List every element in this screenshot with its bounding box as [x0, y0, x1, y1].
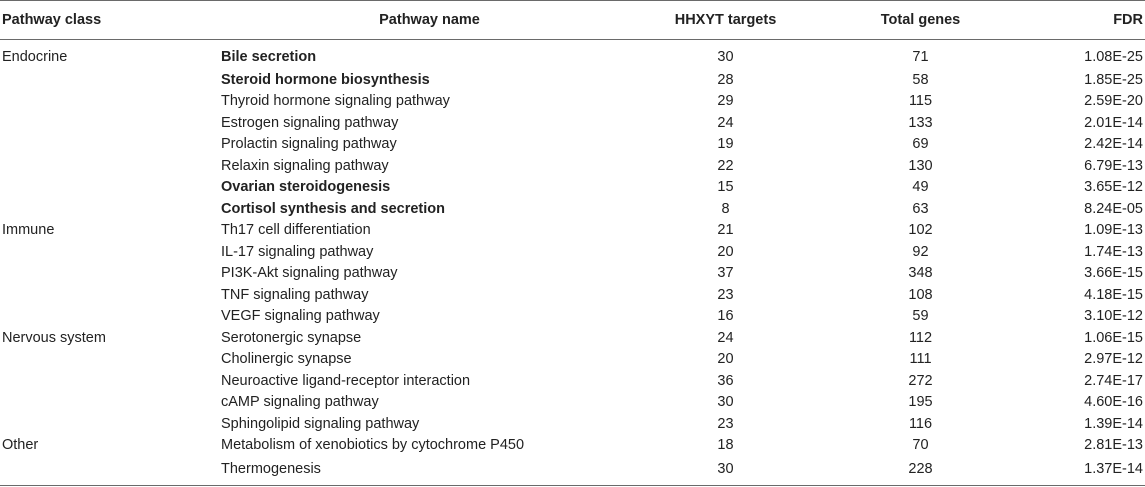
total-genes-cell: 49 — [912, 179, 929, 196]
total-genes-cell: 63 — [912, 200, 929, 217]
pathway-class-cell — [0, 306, 193, 328]
table-row — [0, 263, 1145, 285]
total-genes-cell: 195 — [908, 394, 933, 411]
fdr-cell: 2.97E-12 — [1084, 351, 1143, 368]
fdr-cell: 6.79E-13 — [1084, 157, 1143, 174]
pathway-name-cell: Steroid hormone biosynthesis — [221, 71, 430, 88]
pathway-name-cell: PI3K-Akt signaling pathway — [221, 265, 398, 282]
pathway-name-cell: Thyroid hormone signaling pathway — [221, 93, 450, 110]
table-row — [0, 91, 1145, 113]
total-genes-cell: 102 — [908, 222, 933, 239]
fdr-cell: 4.60E-16 — [1084, 394, 1143, 411]
fdr-cell: 1.74E-13 — [1084, 243, 1143, 260]
pathway-class-cell — [0, 349, 193, 371]
pathway-class-cell: Other — [2, 437, 39, 454]
table-row — [0, 40, 1145, 70]
pathway-class-cell — [0, 284, 193, 306]
table-row — [0, 456, 1145, 486]
pathway-class-cell — [0, 263, 193, 285]
total-genes-cell: 92 — [912, 243, 929, 260]
pathway-class-cell — [0, 241, 193, 263]
pathway-class-cell — [0, 134, 193, 156]
hhxyt-targets-cell: 24 — [717, 329, 734, 346]
fdr-cell: 1.39E-14 — [1084, 415, 1143, 432]
pathway-class-cell — [0, 413, 193, 435]
hhxyt-targets-cell: 18 — [717, 437, 734, 454]
pathway-class-cell — [0, 456, 193, 486]
pathway-class-cell — [0, 177, 193, 199]
pathway-class-cell — [0, 112, 193, 134]
hhxyt-targets-cell: 15 — [717, 179, 734, 196]
fdr-cell: 8.24E-05 — [1084, 200, 1143, 217]
pathway-name-cell: Cortisol synthesis and secretion — [221, 200, 446, 217]
table-row — [0, 370, 1145, 392]
pathway-class-cell — [0, 198, 193, 220]
pathway-name-cell: Estrogen signaling pathway — [221, 114, 399, 131]
fdr-cell: 3.10E-12 — [1084, 308, 1143, 325]
total-genes-cell: 71 — [912, 48, 929, 65]
table-row — [0, 241, 1145, 263]
pathway-name-cell: VEGF signaling pathway — [221, 308, 380, 325]
hhxyt-targets-cell: 23 — [717, 286, 734, 303]
hhxyt-targets-cell: 16 — [717, 308, 734, 325]
pathway-class-cell — [0, 370, 193, 392]
fdr-cell: 2.42E-14 — [1084, 136, 1143, 153]
hhxyt-targets-cell: 20 — [717, 351, 734, 368]
pathway-class-cell — [0, 91, 193, 113]
total-genes-cell: 116 — [908, 415, 933, 432]
header-pathway-class: Pathway class — [0, 1, 193, 40]
total-genes-cell: 348 — [908, 265, 933, 282]
total-genes-cell: 130 — [908, 157, 933, 174]
table-row — [0, 155, 1145, 177]
fdr-cell: 2.81E-13 — [1084, 437, 1143, 454]
pathway-class-cell: Endocrine — [2, 48, 68, 65]
hhxyt-targets-cell: 30 — [717, 394, 734, 411]
hhxyt-targets-cell: 30 — [638, 456, 813, 486]
hhxyt-targets-cell: 8 — [721, 200, 730, 217]
fdr-cell: 3.66E-15 — [1084, 265, 1143, 282]
pathway-name-cell: Metabolism of xenobiotics by cytochrome P450 — [221, 437, 525, 454]
fdr-cell: 1.85E-25 — [1084, 71, 1143, 88]
pathway-name-cell: Sphingolipid signaling pathway — [221, 415, 420, 432]
pathway-class-cell: Nervous system — [2, 329, 106, 346]
total-genes-cell: 70 — [912, 437, 929, 454]
header-fdr: FDR — [1028, 1, 1145, 40]
pathway-name-cell: IL-17 signaling pathway — [221, 243, 374, 260]
fdr-cell: 3.65E-12 — [1084, 179, 1143, 196]
pathway-name-cell: TNF signaling pathway — [221, 286, 369, 303]
pathway-name-cell: Th17 cell differentiation — [221, 222, 371, 239]
header-total-genes: Total genes — [813, 1, 1028, 40]
table-row — [0, 220, 1145, 242]
table-row — [0, 413, 1145, 435]
hhxyt-targets-cell: 29 — [717, 93, 734, 110]
header-row — [0, 1, 1145, 40]
hhxyt-targets-cell: 19 — [717, 136, 734, 153]
pathway-name-cell: Thermogenesis — [193, 456, 638, 486]
pathway-class-cell — [0, 155, 193, 177]
hhxyt-targets-cell: 28 — [717, 71, 734, 88]
fdr-cell: 1.08E-25 — [1084, 48, 1143, 65]
total-genes-cell: 112 — [908, 329, 933, 346]
total-genes-cell: 108 — [908, 286, 933, 303]
table-row — [0, 198, 1145, 220]
pathway-class-cell: Immune — [2, 222, 55, 239]
pathway-name-cell: Neuroactive ligand-receptor interaction — [221, 372, 471, 389]
hhxyt-targets-cell: 24 — [717, 114, 734, 131]
total-genes-cell: 272 — [908, 372, 933, 389]
table-row — [0, 134, 1145, 156]
table-row — [0, 177, 1145, 199]
pathway-class-cell — [0, 392, 193, 414]
hhxyt-targets-cell: 36 — [717, 372, 734, 389]
pathway-name-cell: Relaxin signaling pathway — [221, 157, 389, 174]
total-genes-cell: 133 — [908, 114, 933, 131]
hhxyt-targets-cell: 23 — [717, 415, 734, 432]
table-row — [0, 69, 1145, 91]
pathway-name-cell: Ovarian steroidogenesis — [221, 179, 391, 196]
hhxyt-targets-cell: 30 — [717, 48, 734, 65]
fdr-cell: 2.01E-14 — [1084, 114, 1143, 131]
hhxyt-targets-cell: 37 — [717, 265, 734, 282]
table-row — [0, 392, 1145, 414]
pathway-name-cell: cAMP signaling pathway — [221, 394, 379, 411]
total-genes-cell: 228 — [813, 456, 1028, 486]
hhxyt-targets-cell: 21 — [717, 222, 734, 239]
pathway-name-cell: Cholinergic synapse — [221, 351, 352, 368]
hhxyt-targets-cell: 20 — [717, 243, 734, 260]
table-row — [0, 327, 1145, 349]
header-pathway-name: Pathway name — [193, 1, 638, 40]
header-hhxyt-targets: HHXYT targets — [638, 1, 813, 40]
hhxyt-targets-cell: 22 — [717, 157, 734, 174]
total-genes-cell: 59 — [912, 308, 929, 325]
total-genes-cell: 69 — [912, 136, 929, 153]
fdr-cell: 2.59E-20 — [1084, 93, 1143, 110]
pathway-name-cell: Prolactin signaling pathway — [221, 136, 397, 153]
pathway-class-cell — [0, 69, 193, 91]
table-row — [0, 349, 1145, 371]
fdr-cell: 1.37E-14 — [1028, 456, 1145, 486]
total-genes-cell: 58 — [912, 71, 929, 88]
fdr-cell: 4.18E-15 — [1084, 286, 1143, 303]
total-genes-cell: 115 — [908, 93, 933, 110]
fdr-cell: 2.74E-17 — [1084, 372, 1143, 389]
table-row — [0, 306, 1145, 328]
fdr-cell: 1.06E-15 — [1084, 329, 1143, 346]
pathway-name-cell: Serotonergic synapse — [221, 329, 362, 346]
pathway-name-cell: Bile secretion — [221, 48, 317, 65]
total-genes-cell: 111 — [909, 351, 932, 368]
table-row — [0, 112, 1145, 134]
table-row — [0, 284, 1145, 306]
fdr-cell: 1.09E-13 — [1084, 222, 1143, 239]
table-row — [0, 435, 1145, 457]
